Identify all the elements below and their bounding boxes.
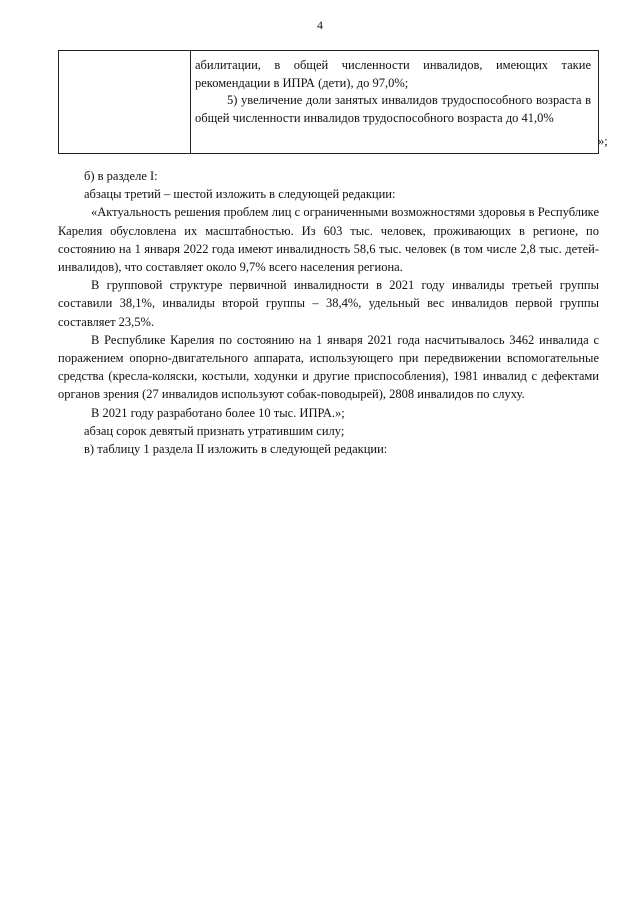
paragraph-instruction: абзацы третий – шестой изложить в следующей редакции:: [84, 187, 396, 202]
page-number: 4: [317, 18, 323, 32]
paragraph-disability-structure: В групповой структуре первичной инвалидности в 2021 году инвалиды третьей группы составили 38,1%, инвалиды второй группы – 38,4%, удельный вес инвалидов первой группы составляет 23,5%.: [58, 278, 599, 329]
paragraph-section-b: б) в разделе I:: [84, 169, 158, 183]
paragraph-section-v: в) таблицу 1 раздела II изложить в следующей редакции:: [84, 442, 388, 457]
table-text-line: абилитации, в общей численности инвалидов, имеющих такие рекомендации в ИПРА (дети), до 97,0%;: [195, 58, 591, 90]
paragraph-karelia-statistics: В Республике Карелия по состоянию на 1 января 2021 года насчитывалось 3462 инвалида с поражением опорно-двигательного аппарата, использующего при передвижении вспомогательные средства (кресла-коляски, костыли, ходунки и другие приспособления), 1981 инвалид с дефектами органов зрения (27 инвалидов используют собак-поводырей), 2808 инвалидов по слуху.: [58, 332, 599, 402]
table-left-cell: [59, 51, 191, 153]
document-body: [58, 167, 599, 458]
paragraph-invalidation: абзац сорок девятый признать утратившим силу;: [84, 423, 345, 438]
paragraph-ipra-2021: В 2021 году разработано более 10 тыс. ИПРА.»;: [91, 405, 345, 420]
closing-quote: »;: [598, 134, 608, 148]
paragraph-relevance: «Актуальность решения проблем лиц с ограниченными возможностями здоровья в Республике Карелия обусловлена их масштабностью. Из 603 тыс. человек, проживающих в регионе, по состоянию на 1 января 2022 года имеют инвалидность 58,6 тыс. человек (в том числе 2,8 тыс. детей-инвалидов), что составляет около 9,7% всего населения региона.: [58, 205, 599, 275]
continuation-table: [58, 50, 599, 154]
table-right-cell: [195, 57, 591, 127]
table-item-5: 5) увеличение доли занятых инвалидов трудоспособного возраста в общей численности инвалидов трудоспособного возраста до 41,0%: [195, 93, 591, 125]
